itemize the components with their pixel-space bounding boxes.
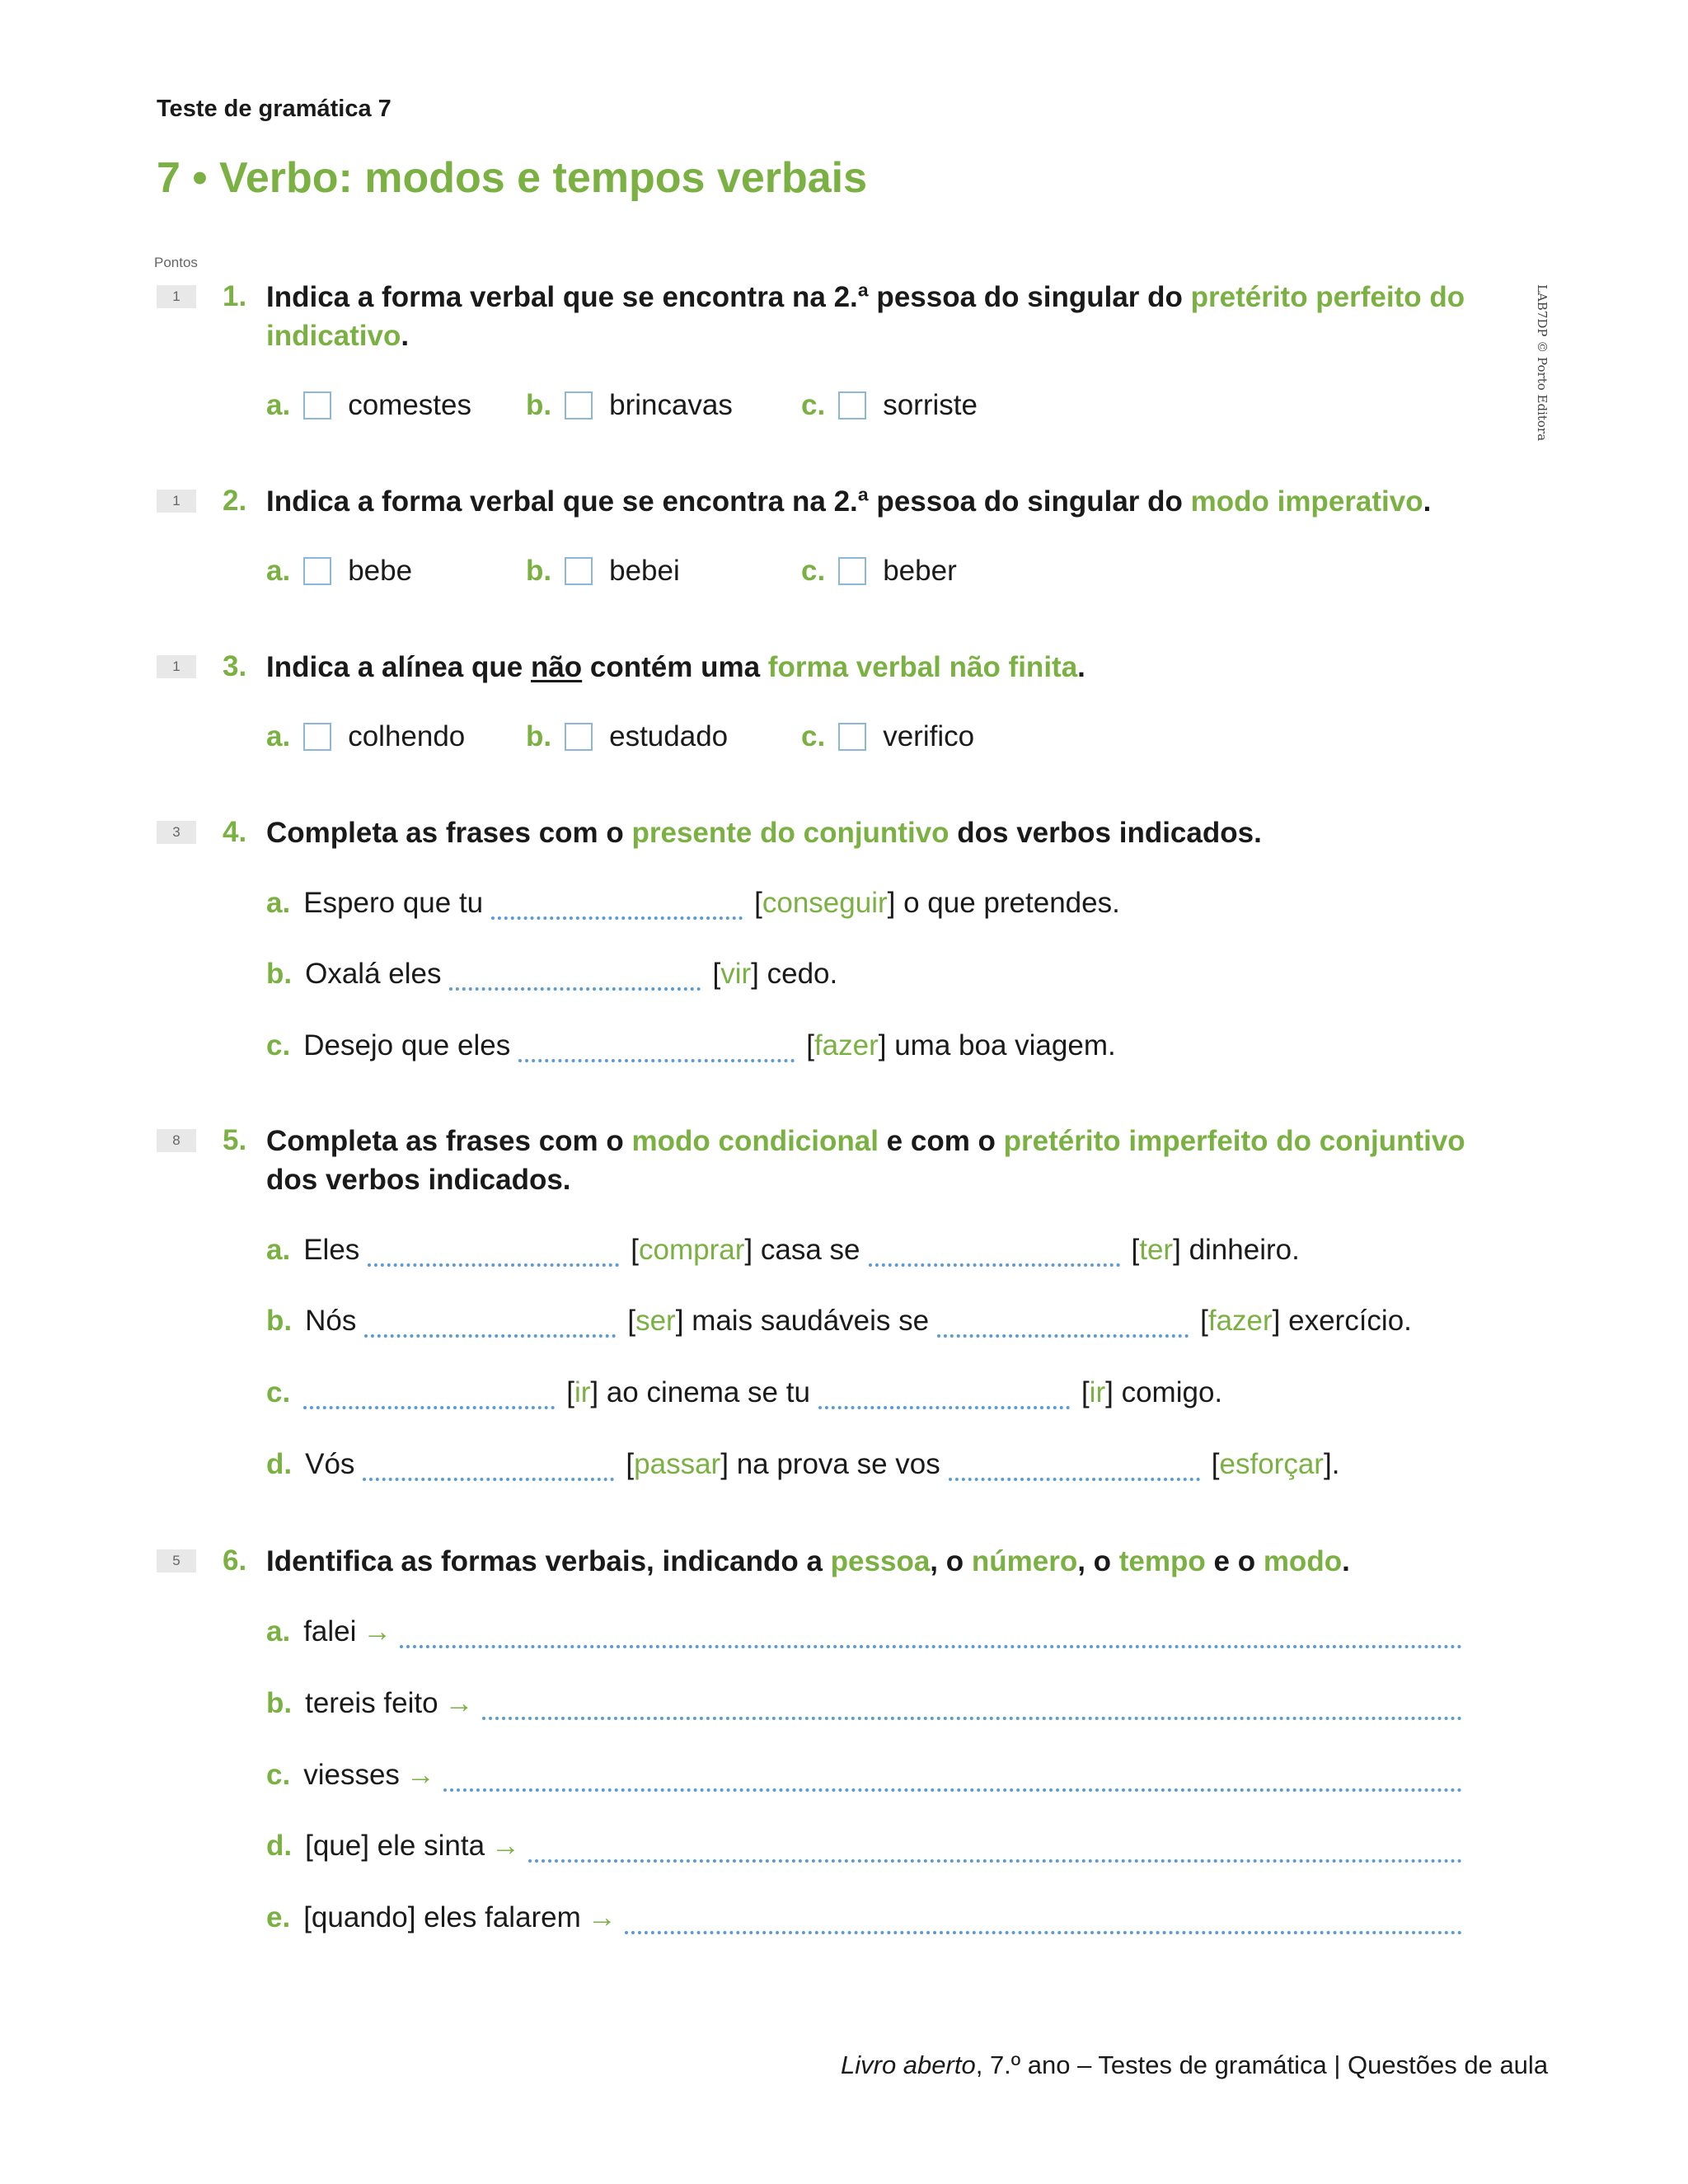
answer-blank[interactable]	[364, 1306, 616, 1338]
question-text-part: , o	[1077, 1545, 1119, 1577]
answer-blank[interactable]	[368, 1235, 619, 1267]
item-text: Espero que tu	[303, 887, 484, 919]
answer-blank[interactable]	[949, 1450, 1200, 1481]
item-text: uma boa viagem.	[894, 1029, 1116, 1062]
item-letter: a.	[266, 1615, 291, 1647]
item-text: falei	[303, 1615, 357, 1647]
identify-item-a	[266, 1615, 1474, 1648]
item-text: o que pretendes.	[903, 887, 1120, 919]
option-a	[266, 720, 465, 753]
item-verb-wrap: [passar]	[626, 1448, 729, 1480]
item-verb: ser	[635, 1305, 676, 1337]
question-text-part: Completa as frases com o	[266, 817, 632, 849]
arrow-right-icon: →	[587, 1901, 617, 1933]
item-verb-wrap: [comprar]	[631, 1234, 753, 1266]
question-text-part: Indica a forma verbal que se encontra na 2.ª pessoa do singular do	[266, 281, 1191, 313]
answer-blank[interactable]	[625, 1903, 1462, 1934]
points-badge: 1	[157, 655, 196, 678]
question-keyword: modo condicional	[631, 1125, 879, 1157]
question-text	[266, 482, 1536, 521]
item-letter: c.	[266, 1376, 291, 1408]
question-number: 5.	[223, 1124, 247, 1156]
option-text: estudado	[609, 720, 729, 752]
question-text-end: .	[1342, 1545, 1350, 1577]
option-letter: c.	[801, 720, 826, 752]
option-c	[801, 555, 957, 588]
option-c	[801, 389, 978, 422]
item-verb-wrap: [ser]	[627, 1305, 684, 1337]
item-text: Nós	[305, 1305, 357, 1337]
item-letter: c.	[266, 1029, 291, 1062]
question-keyword: pretérito imperfeito do conjuntivo	[1003, 1125, 1465, 1157]
footer-text: , 7.º ano – Testes de gramática | Questões de aula	[975, 2050, 1549, 2079]
option-text: colhendo	[348, 720, 466, 752]
page-footer	[841, 2050, 1548, 2080]
item-text: dinheiro.	[1189, 1234, 1300, 1266]
item-text: [que] ele sinta	[305, 1830, 485, 1862]
item-text: viesses	[303, 1759, 400, 1791]
fill-item-b	[266, 958, 837, 991]
question-text-part: , o	[930, 1545, 972, 1577]
identify-item-c	[266, 1759, 1474, 1792]
copyright-note: LAB7DP © Porto Editora	[1535, 284, 1550, 442]
question-text-part: contém uma	[582, 651, 768, 683]
answer-blank[interactable]	[363, 1450, 614, 1481]
item-text: Eles	[303, 1234, 360, 1266]
item-verb: esforçar	[1219, 1448, 1324, 1480]
item-verb: fazer	[1207, 1305, 1273, 1337]
points-badge: 1	[157, 285, 196, 308]
item-verb: comprar	[639, 1234, 745, 1266]
option-letter: b.	[526, 720, 552, 752]
question-text	[266, 648, 1536, 687]
question-keyword: modo	[1263, 1545, 1343, 1577]
answer-checkbox[interactable]	[303, 557, 331, 585]
item-letter: e.	[266, 1901, 291, 1933]
question-text-part: Indica a forma verbal que se encontra na 2.ª pessoa do singular do	[266, 485, 1191, 518]
option-b	[526, 555, 680, 588]
item-verb: ter	[1139, 1234, 1174, 1266]
answer-blank[interactable]	[937, 1306, 1189, 1338]
question-text	[266, 278, 1536, 355]
fill-item-a	[266, 887, 1120, 920]
answer-blank[interactable]	[818, 1378, 1070, 1409]
option-text: bebe	[348, 555, 413, 587]
question-text-part: e com o	[878, 1125, 1004, 1157]
answer-checkbox[interactable]	[303, 723, 331, 751]
item-letter: d.	[266, 1830, 293, 1862]
arrow-right-icon: →	[491, 1830, 521, 1862]
option-text: verifico	[883, 720, 975, 752]
item-letter: d.	[266, 1448, 293, 1480]
option-b	[526, 389, 733, 422]
question-text-end: .	[1077, 651, 1085, 683]
fill-item-a	[266, 1234, 1300, 1267]
question-text-part: e o	[1205, 1545, 1264, 1577]
answer-checkbox[interactable]	[565, 391, 593, 419]
book-title: Livro aberto	[841, 2050, 976, 2079]
option-a	[266, 389, 471, 422]
item-text: tereis feito	[305, 1687, 438, 1719]
page-title: 7 • Verbo: modos e tempos verbais	[157, 154, 868, 202]
item-text: ao cinema se tu	[606, 1376, 810, 1408]
answer-blank[interactable]	[449, 959, 701, 991]
item-text: .	[1331, 1448, 1340, 1480]
option-letter: b.	[526, 555, 552, 587]
answer-blank[interactable]	[443, 1760, 1462, 1792]
points-badge: 3	[157, 821, 196, 844]
points-badge: 8	[157, 1129, 196, 1152]
fill-item-b	[266, 1305, 1412, 1338]
question-keyword: modo imperativo	[1190, 485, 1423, 518]
arrow-right-icon: →	[406, 1759, 435, 1791]
answer-checkbox[interactable]	[838, 391, 866, 419]
answer-blank[interactable]	[869, 1235, 1120, 1267]
identify-item-b	[266, 1687, 1474, 1720]
item-verb: ir	[574, 1376, 591, 1408]
item-verb-wrap: [fazer]	[1200, 1305, 1281, 1337]
points-badge: 1	[157, 490, 196, 513]
item-letter: b.	[266, 1305, 293, 1337]
item-verb: fazer	[814, 1029, 879, 1062]
item-letter: a.	[266, 1234, 291, 1266]
option-letter: a.	[266, 555, 291, 587]
question-number: 2.	[223, 485, 247, 517]
points-badge: 5	[157, 1549, 196, 1572]
item-text: comigo.	[1121, 1376, 1223, 1408]
item-verb-wrap: [conseguir]	[754, 887, 896, 919]
answer-blank[interactable]	[518, 1031, 795, 1062]
item-verb-wrap: [ir]	[1081, 1376, 1114, 1408]
option-text: comestes	[348, 389, 471, 421]
answer-checkbox[interactable]	[303, 391, 331, 419]
item-letter: b.	[266, 1687, 293, 1719]
item-text: mais saudáveis se	[692, 1305, 930, 1337]
question-text-part: Completa as frases com o	[266, 1125, 632, 1157]
item-verb-wrap: [vir]	[712, 958, 759, 990]
question-keyword: pretérito perfeito do indicativo	[266, 281, 1465, 352]
question-number: 6.	[223, 1544, 247, 1577]
option-letter: a.	[266, 389, 291, 421]
item-verb-wrap: [ir]	[566, 1376, 599, 1408]
arrow-right-icon: →	[444, 1687, 474, 1719]
question-number: 3.	[223, 650, 247, 682]
question-text-part: dos verbos indicados.	[949, 817, 1262, 849]
item-letter: a.	[266, 887, 291, 919]
item-text: Oxalá eles	[305, 958, 442, 990]
option-letter: c.	[801, 389, 826, 421]
item-text: na prova se vos	[736, 1448, 940, 1480]
question-text-part: dos verbos indicados.	[266, 1164, 571, 1196]
item-verb-wrap: [ter]	[1131, 1234, 1181, 1266]
fill-item-c	[266, 1029, 1116, 1062]
question-text	[266, 1542, 1536, 1581]
answer-blank[interactable]	[303, 1378, 555, 1409]
item-letter: c.	[266, 1759, 291, 1791]
item-text: cedo.	[767, 958, 838, 990]
answer-checkbox[interactable]	[565, 557, 593, 585]
answer-checkbox[interactable]	[565, 723, 593, 751]
answer-blank[interactable]	[482, 1689, 1462, 1720]
item-text: casa se	[760, 1234, 860, 1266]
option-text: beber	[883, 555, 957, 587]
question-keyword: número	[971, 1545, 1078, 1577]
question-number: 4.	[223, 816, 247, 848]
option-text: bebei	[609, 555, 680, 587]
question-emphasis: não	[530, 651, 583, 683]
item-text: Desejo que eles	[303, 1029, 511, 1062]
item-letter: b.	[266, 958, 293, 990]
item-text: Vós	[305, 1448, 355, 1480]
test-label: Teste de gramática 7	[157, 96, 392, 122]
question-keyword: presente do conjuntivo	[631, 817, 950, 849]
fill-item-d	[266, 1448, 1339, 1481]
item-text: exercício.	[1288, 1305, 1412, 1337]
question-keyword: forma verbal não finita	[767, 651, 1078, 683]
question-keyword: tempo	[1118, 1545, 1206, 1577]
fill-item-c	[266, 1376, 1222, 1409]
answer-checkbox[interactable]	[838, 723, 866, 751]
item-verb: conseguir	[762, 887, 888, 919]
option-a	[266, 555, 412, 588]
question-text-part: Identifica as formas verbais, indicando a	[266, 1545, 831, 1577]
pontos-label: Pontos	[154, 255, 198, 270]
answer-checkbox[interactable]	[838, 557, 866, 585]
option-b	[526, 720, 728, 753]
question-number: 1.	[223, 280, 247, 312]
question-text-end: .	[401, 320, 410, 352]
question-text	[266, 813, 1536, 852]
identify-item-e	[266, 1901, 1474, 1934]
question-text	[266, 1122, 1536, 1199]
item-verb-wrap: [fazer]	[806, 1029, 887, 1062]
identify-item-d	[266, 1830, 1474, 1863]
answer-blank[interactable]	[528, 1831, 1462, 1863]
item-text: [quando] eles falarem	[303, 1901, 581, 1933]
question-text-part: Indica a alínea que	[266, 651, 531, 683]
option-c	[801, 720, 974, 753]
answer-blank[interactable]	[491, 888, 743, 920]
question-keyword: pessoa	[830, 1545, 931, 1577]
item-verb: vir	[720, 958, 752, 990]
answer-blank[interactable]	[400, 1617, 1462, 1648]
arrow-right-icon: →	[363, 1615, 392, 1647]
option-text: sorriste	[883, 389, 978, 421]
item-verb-wrap: [esforçar]	[1211, 1448, 1332, 1480]
item-verb: ir	[1089, 1376, 1106, 1408]
option-text: brincavas	[609, 389, 733, 421]
item-verb: passar	[634, 1448, 721, 1480]
option-letter: b.	[526, 389, 552, 421]
option-letter: a.	[266, 720, 291, 752]
option-letter: c.	[801, 555, 826, 587]
question-text-end: .	[1423, 485, 1432, 518]
